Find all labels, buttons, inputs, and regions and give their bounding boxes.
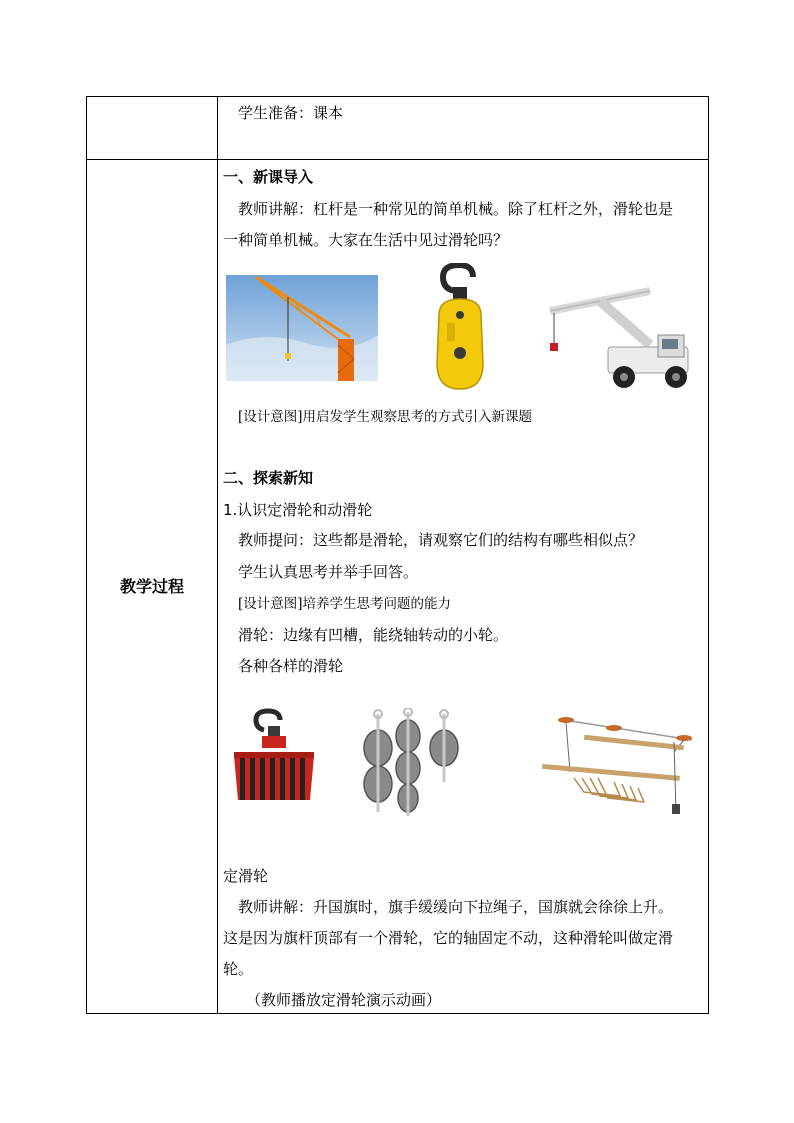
teacher-question: 教师提问：这些都是滑轮，请观察它们的结构有哪些相似点？ [238,531,644,549]
section-label: 教学过程 [119,577,184,596]
student-response: 学生认真思考并举手回答。 [238,563,419,581]
tower-crane-photo [226,275,378,381]
pulley-variety-label: 各种各样的滑轮 [238,657,344,675]
explore-design-note: [设计意图]培养学生思考问题的能力 [238,596,452,612]
animation-note: （教师播放定滑轮演示动画） [246,991,442,1009]
yellow-pulley-block-photo [425,263,495,393]
column-divider [217,97,218,1013]
intro-line-2: 一种简单机械。大家在生活中见过滑轮吗？ [223,231,509,249]
row-divider [87,159,708,160]
mobile-crane-photo [540,285,696,390]
fixed-pulley-line-3: 轮。 [223,960,254,978]
student-prep: 学生准备：课本 [238,104,344,122]
intro-heading: 一、新课导入 [223,168,314,186]
red-pulley-block-photo [228,708,320,804]
clothes-rack-pulley-photo [524,712,700,826]
explore-heading: 二、探索新知 [223,469,314,487]
fixed-pulley-line-2: 这是因为旗杆顶部有一个滑轮，它的轴固定不动，这种滑轮叫做定滑 [223,929,674,947]
fixed-pulley-line-1: 教师讲解：升国旗时，旗手缓缓向下拉绳子，国旗就会徐徐上升。 [238,898,674,916]
intro-design-note: [设计意图]用启发学生观察思考的方式引入新课题 [238,409,533,425]
grey-pulleys-photo [356,708,466,822]
fixed-pulley-title: 定滑轮 [223,867,269,885]
explore-subheading: 1.认识定滑轮和动滑轮 [223,501,373,519]
pulley-definition: 滑轮：边缘有凹槽，能绕轴转动的小轮。 [238,626,509,644]
intro-line-1: 教师讲解：杠杆是一种常见的简单机械。除了杠杆之外，滑轮也是 [238,200,674,218]
